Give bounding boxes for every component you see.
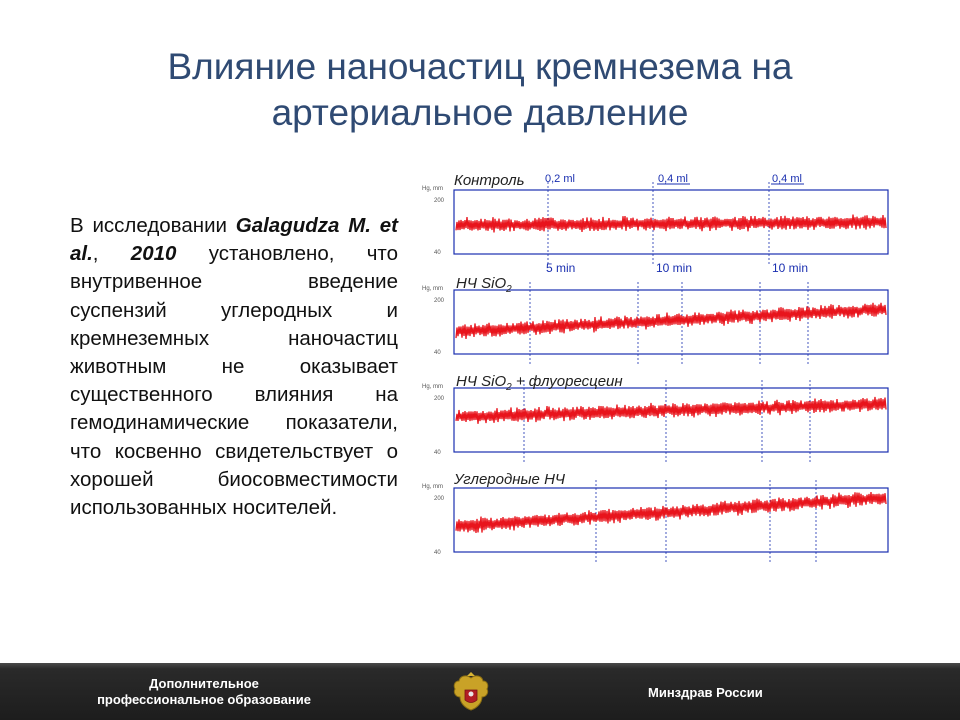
double-headed-eagle-emblem-icon: [448, 670, 494, 716]
axis-top-3: 200: [434, 396, 445, 402]
footer-left-caption: [74, 676, 334, 708]
axis-bottom-3: 40: [434, 450, 441, 456]
panel-label-sio2-main: НЧ SiO: [456, 275, 507, 292]
body-sep: ,: [92, 242, 131, 266]
footer-left-line-2: профессиональное образование: [97, 692, 311, 707]
axis-bottom-1: 40: [434, 250, 441, 256]
footer-left-line-1: Дополнительное: [149, 676, 259, 691]
time-label-2: 10 min: [656, 261, 693, 275]
slide-title: [60, 44, 900, 136]
axis-top-1: 200: [434, 198, 445, 204]
panel-label-carbon: Углеродные НЧ: [454, 471, 565, 488]
panel-label-sio2-sub: 2: [506, 284, 512, 295]
footer-right-caption: Минздрав России: [648, 685, 763, 700]
trace-frame-3: [454, 388, 888, 452]
title-line-1: Влияние наночастиц кремнезема на: [167, 46, 793, 87]
panel-label-sio2-fluor: [456, 373, 623, 393]
blood-pressure-recordings-figure: [420, 160, 920, 580]
body-authors: Galagudza M. et al.: [70, 214, 398, 266]
dose-marker-1: 0,2 ml: [545, 173, 575, 185]
pressure-trace-4: [456, 492, 886, 533]
body-paragraph: [70, 212, 398, 522]
body-rest: установлено, что внутривенное введение суспензий углеродных и кремнеземных наночастиц животным не оказывает существенного влияния на гемодинамические показатели, что косвенно свидетельствует о хорошей биосовместимости использованных носителей.: [70, 242, 398, 520]
panel-label-sio2f-sub: 2: [506, 382, 512, 393]
time-label-1: 5 min: [546, 261, 576, 275]
dose-marker-2: 0,4 ml: [658, 173, 688, 185]
axis-top-4: 200: [434, 496, 445, 502]
pressure-trace-1: [456, 215, 886, 233]
axis-unit-4: Hg, mm: [422, 484, 443, 490]
axis-unit-3: Hg, mm: [422, 384, 443, 390]
axis-bottom-2: 40: [434, 350, 441, 356]
body-intro: В исследовании: [70, 214, 236, 237]
pressure-trace-3: [456, 397, 886, 424]
axis-unit-1: Hg, mm: [422, 186, 443, 192]
dose-marker-3: 0,4 ml: [772, 173, 802, 185]
pressure-trace-2: [456, 303, 886, 339]
axis-unit-2: Hg, mm: [422, 286, 443, 292]
axis-top-2: 200: [434, 298, 445, 304]
panel-label-control: Контроль: [454, 172, 525, 189]
panel-label-sio2: [456, 275, 512, 295]
axis-bottom-4: 40: [434, 550, 441, 556]
panel-label-sio2f-main: НЧ SiO: [456, 373, 507, 390]
title-line-2: артериальное давление: [271, 92, 689, 133]
body-year: 2010: [130, 242, 177, 266]
panel-label-sio2f-tail: + флуоресцеин: [511, 373, 623, 390]
time-label-3: 10 min: [772, 261, 809, 275]
